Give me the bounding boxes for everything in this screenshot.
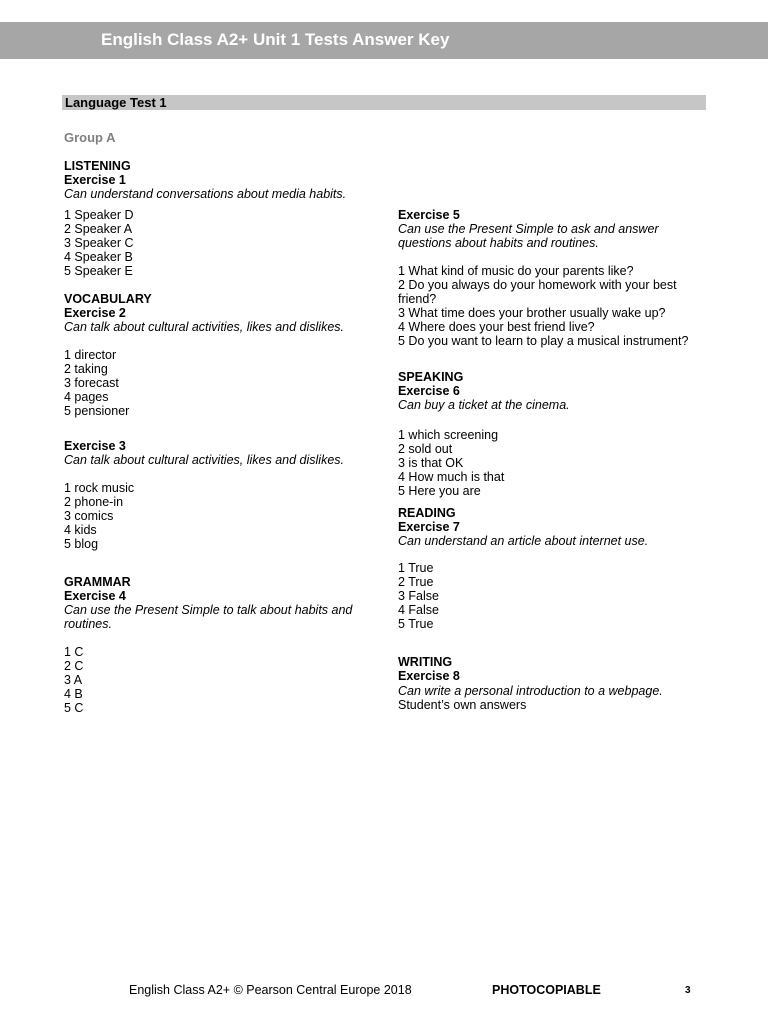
answer-line: 2 phone-in (64, 495, 124, 509)
section-speaking: SPEAKING (398, 370, 464, 384)
answer-line: 5 Here you are (398, 484, 481, 498)
footer-copyright: English Class A2+ © Pearson Central Europe 2018 (129, 983, 412, 997)
exercise-6-desc: Can buy a ticket at the cinema. (398, 398, 570, 412)
answer-line: 5 Speaker E (64, 264, 133, 278)
answer-line: 3 is that OK (398, 456, 464, 470)
answer-line: 2 True (398, 575, 434, 589)
exercise-4-answers (64, 645, 83, 715)
answer-line: 2 C (64, 659, 84, 673)
answer-line: 3 A (64, 673, 83, 687)
exercise-1-answers (64, 208, 133, 278)
exercise-5-desc-line1: Can use the Present Simple to ask and answer (398, 222, 659, 236)
exercise-2-title: Exercise 2 (64, 306, 126, 320)
exercise-7-answers (398, 561, 439, 631)
exercise-8-desc: Can write a personal introduction to a webpage. (398, 684, 663, 698)
exercise-6-title: Exercise 6 (398, 384, 460, 398)
answer-line: 4 pages (64, 390, 109, 404)
answer-line: friend? (398, 292, 437, 306)
exercise-6-answers (398, 428, 504, 498)
section-vocabulary: VOCABULARY (64, 292, 152, 306)
exercise-5-answers (398, 264, 688, 348)
document-title: English Class A2+ Unit 1 Tests Answer Key (101, 30, 450, 49)
exercise-4-desc-line1: Can use the Present Simple to talk about habits and (64, 603, 353, 617)
section-listening: LISTENING (64, 159, 131, 173)
answer-line: 1 C (64, 645, 84, 659)
answer-line: 2 Speaker A (64, 222, 133, 236)
answer-line: 2 taking (64, 362, 108, 376)
answer-line: 5 blog (64, 537, 99, 551)
section-reading: READING (398, 506, 456, 520)
exercise-3-title: Exercise 3 (64, 439, 126, 453)
answer-line: 5 Do you want to learn to play a musical instrument? (398, 334, 689, 348)
answer-line: 4 How much is that (398, 470, 505, 484)
exercise-3-desc: Can talk about cultural activities, likes and dislikes. (64, 453, 344, 467)
group-label: Group A (64, 130, 116, 145)
test-title: Language Test 1 (65, 95, 167, 110)
answer-line: 3 comics (64, 509, 114, 523)
answer-line: 1 Speaker D (64, 208, 134, 222)
answer-line: 3 Speaker C (64, 236, 134, 250)
exercise-7-title: Exercise 7 (398, 520, 460, 534)
exercise-2-answers (64, 348, 129, 418)
exercise-8-answer: Student’s own answers (398, 698, 527, 712)
answer-line: 2 sold out (398, 442, 453, 456)
answer-line: 3 What time does your brother usually wake up? (398, 306, 666, 320)
exercise-3-answers (64, 481, 134, 551)
answer-line: 4 B (64, 687, 83, 701)
exercise-4-desc-line2: routines. (64, 617, 112, 631)
test-title-bar (62, 95, 706, 110)
header-band (0, 22, 768, 59)
exercise-1-title: Exercise 1 (64, 173, 126, 187)
answer-line: 4 kids (64, 523, 97, 537)
page-number: 3 (685, 985, 691, 996)
exercise-1-desc: Can understand conversations about media habits. (64, 187, 347, 201)
exercise-7-desc: Can understand an article about internet use. (398, 534, 649, 548)
footer-photocopiable: PHOTOCOPIABLE (492, 983, 601, 997)
answer-line: 3 forecast (64, 376, 119, 390)
answer-line: 1 director (64, 348, 117, 362)
answer-line: 1 True (398, 561, 434, 575)
exercise-4-title: Exercise 4 (64, 589, 126, 603)
exercise-8-title: Exercise 8 (398, 669, 460, 683)
answer-line: 4 Where does your best friend live? (398, 320, 595, 334)
section-grammar: GRAMMAR (64, 575, 131, 589)
section-writing: WRITING (398, 655, 453, 669)
answer-line: 4 Speaker B (64, 250, 133, 264)
answer-line: 5 True (398, 617, 434, 631)
answer-line: 3 False (398, 589, 439, 603)
answer-line: 1 which screening (398, 428, 499, 442)
answer-line: 1 What kind of music do your parents like? (398, 264, 634, 278)
answer-line: 5 pensioner (64, 404, 130, 418)
answer-line: 2 Do you always do your homework with your best (398, 278, 677, 292)
answer-line: 5 C (64, 701, 84, 715)
exercise-5-title: Exercise 5 (398, 208, 460, 222)
answer-line: 4 False (398, 603, 439, 617)
exercise-5-desc-line2: questions about habits and routines. (398, 236, 599, 250)
answer-line: 1 rock music (64, 481, 135, 495)
exercise-2-desc: Can talk about cultural activities, likes and dislikes. (64, 320, 344, 334)
